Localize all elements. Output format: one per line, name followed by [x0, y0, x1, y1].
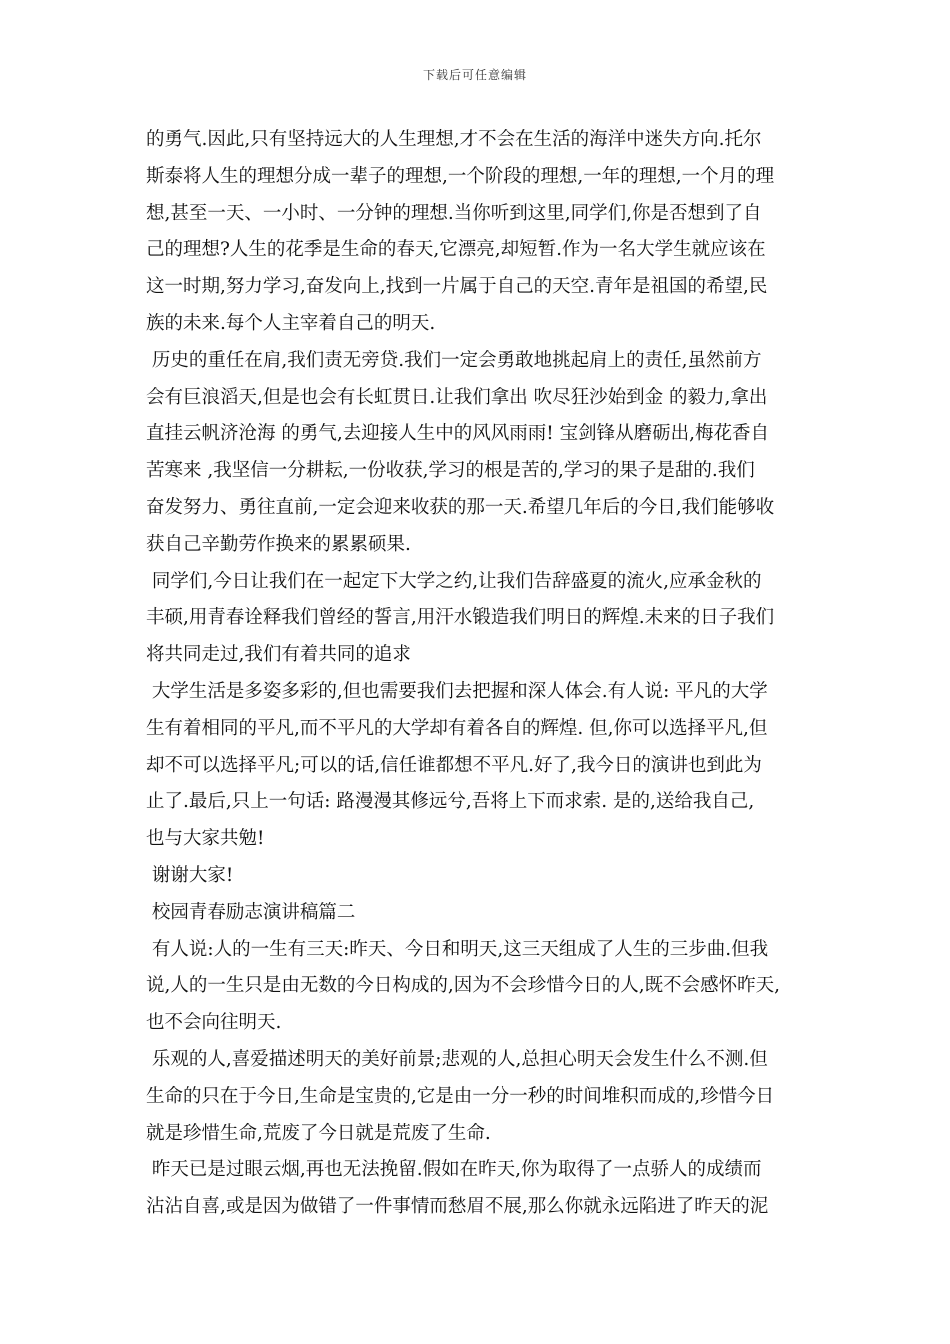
text-line: 丰硕,用青春诠释我们曾经的誓言,用汗水锻造我们明日的辉煌.未来的日子我们 [146, 607, 775, 629]
text-line: 说,人的一生只是由无数的今日构成的,因为不会珍惜今日的人,既不会感怀昨天, [146, 975, 781, 997]
text-line: 这一时期,努力学习,奋发向上,找到一片属于自己的天空.青年是祖国的希望,民 [146, 276, 768, 298]
text-line: 却不可以选择平凡;可以的话,信任谁都想不平凡.好了,我今日的演讲也到此为 [146, 754, 762, 776]
text-line: 直挂云帆济沧海 的勇气,去迎接人生中的风风雨雨! 宝剑锋从磨砺出,梅花香自 [146, 423, 769, 445]
text-line: 会有巨浪滔天,但是也会有长虹贯日.让我们拿出 吹尽狂沙始到金 的毅力,拿出 [146, 386, 768, 408]
text-line: 大学生活是多姿多彩的,但也需要我们去把握和深人体会.有人说: 平凡的大学 [146, 680, 768, 702]
text-line: 将共同走过,我们有着共同的追求 [146, 644, 411, 666]
text-line: 同学们,今日让我们在一起定下大学之约,让我们告辞盛夏的流火,应承金秋的 [146, 570, 762, 592]
body-text [146, 122, 814, 1226]
text-line: 校园青春励志演讲稿篇二 [146, 901, 356, 923]
text-line: 获自己辛勤劳作换来的累累硕果. [146, 533, 411, 555]
text-line: 族的未来.每个人主宰着自己的明天. [146, 312, 436, 334]
text-line: 昨天已是过眼云烟,再也无法挽留.假如在昨天,你为取得了一点骄人的成绩而 [146, 1159, 762, 1181]
text-line: 生有着相同的平凡,而不平凡的大学却有着各自的辉煌. 但,你可以选择平凡,但 [146, 717, 768, 739]
text-line: 沾沾自喜,或是因为做错了一件事情而愁眉不展,那么你就永远陷进了昨天的泥 [146, 1196, 769, 1218]
text-line: 止了.最后,只上一句话: 路漫漫其修远兮,吾将上下而求索. 是的,送给我自己, [146, 791, 755, 813]
text-line: 苦寒来 ,我坚信一分耕耘,一份收获,学习的根是苦的,学习的果子是甜的.我们 [146, 460, 755, 482]
text-line: 斯泰将人生的理想分成一辈子的理想,一个阶段的理想,一年的理想,一个月的理 [146, 165, 775, 187]
text-line: 也不会向往明天. [146, 1012, 282, 1034]
text-line: 生命的只在于今日,生命是宝贵的,它是由一分一秒的时间堆积而成的,珍惜今日 [146, 1085, 775, 1107]
page-header: 下载后可任意编辑 [422, 68, 527, 82]
text-line: 奋发努力、勇往直前,一定会迎来收获的那一天.希望几年后的今日,我们能够收 [146, 496, 775, 518]
text-line: 己的理想?人生的花季是生命的春天,它漂亮,却短暂.作为一名大学生就应该在 [146, 239, 766, 261]
text-line: 就是珍惜生命,荒废了今日就是荒废了生命. [146, 1122, 491, 1144]
text-line: 的勇气.因此,只有坚持远大的人生理想,才不会在生活的海洋中迷失方向.托尔 [146, 129, 762, 150]
text-line: 历史的重任在肩,我们责无旁贷.我们一定会勇敢地挑起肩上的责任,虽然前方 [146, 349, 762, 371]
text-line: 谢谢大家! [146, 864, 234, 886]
text-line: 有人说:人的一生有三天:昨天、今日和明天,这三天组成了人生的三步曲.但我 [146, 938, 769, 960]
text-line: 也与大家共勉! [146, 828, 265, 850]
text-line: 想,甚至一天、一小时、一分钟的理想.当你听到这里,同学们,你是否想到了自 [146, 202, 762, 224]
text-line: 乐观的人,喜爱描述明天的美好前景;悲观的人,总担心明天会发生什么不测.但 [146, 1048, 768, 1070]
